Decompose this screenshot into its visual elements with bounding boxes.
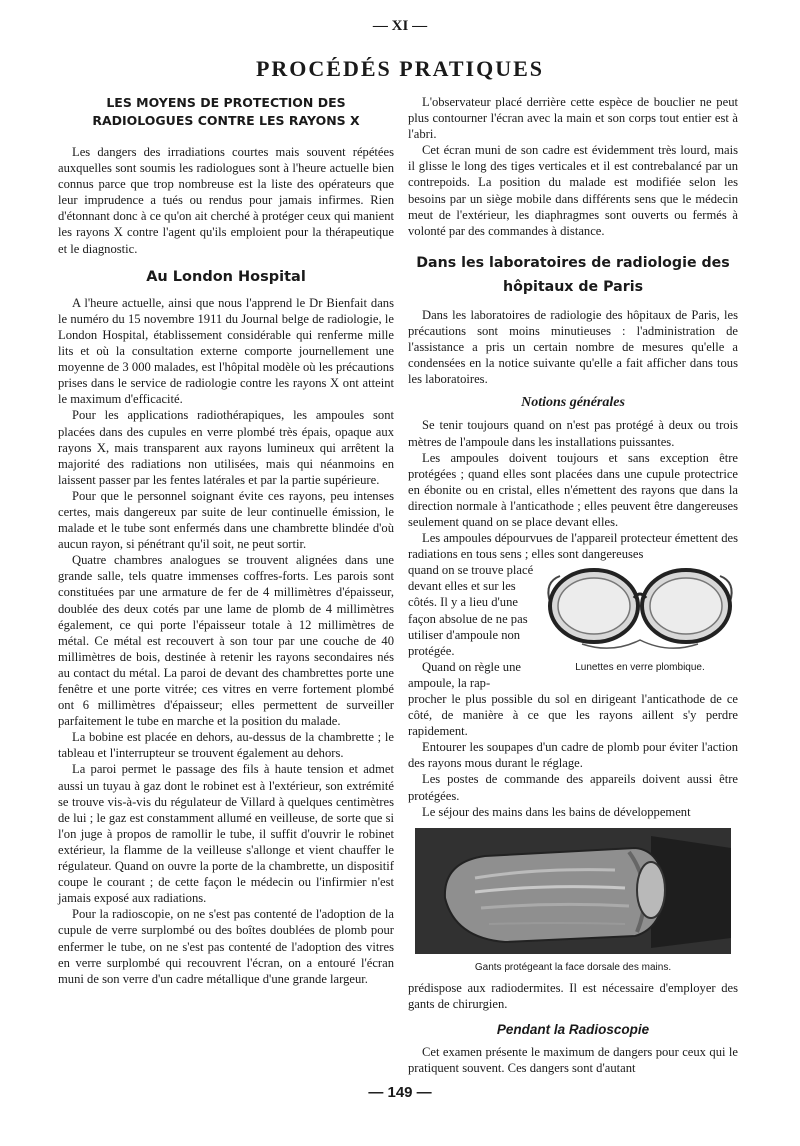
london-heading: Au London Hospital [146,268,306,285]
paragraph: Cet examen présente le maximum de dangers pour ceux qui le pratiquent souvent. Ces dangers sont d'autant [408,1045,738,1076]
glove-caption: Gants protégeant la face dorsale des mains. [474,961,672,973]
beside-glasses-text [408,562,536,691]
labs-heading: Dans les laboratoires de radiologie des hôpitaux de Paris [416,254,730,295]
right-column [408,94,738,1076]
left-column [58,94,394,987]
notion-item: procher le plus possible du sol en dirigeant l'anticathode de ce côté, de manière à ce que les rayons aillent s'y perdre rapidement. [408,692,738,739]
paragraph: L'observateur placé derrière cette espèce de bouclier ne peut plus contourner l'écran avec la main et son corps tout entier est à l'abri. [408,95,738,142]
glasses-figure-block [408,562,738,691]
article-heading: LES MOYENS DE PROTECTION DES RADIOLOGUES CONTRE LES RAYONS X [92,95,360,128]
glasses-caption: Lunettes en verre plombique. [575,662,705,674]
glove-figure [408,828,738,976]
radioscopie-heading: Pendant la Radioscopie [496,1022,650,1038]
notion-item: Les ampoules doivent toujours et sans exception être protégées ; quand elles sont placées dans une cupule protectrice en ébonite ou en cristal, elles n'émettent des rayons que dans la direction normale à l'anticathode ; elles peuvent être dangereuses seulement quand on se place devant elles. [408,450,738,529]
labs-intro: Dans les laboratoires de radiologie des hôpitaux de Paris, les précautions sont moins minutieuses : l'administration de l'assistance a pris un certain nombre de mesures qu'elle a condensées en la notice suivante qu'elle a fait afficher dans tous les laboratoires. [408,307,738,387]
paragraph: A l'heure actuelle, ainsi que nous l'apprend le Dr Bienfait dans le numéro du 15 novembre 1911 du Journal belge de radiologie, le London Hospital, établissement considérable qui renferme mille lits et où la consultation externe comporte journellement une moyenne de 3 000 malades, est l'hôpital modèle où les précautions prises dans le service de radiologie contre les rayons X ont atteint le maximum d'efficacité. [58,295,394,407]
page-number: — 149 — [368,1084,432,1101]
notion-item: Les postes de commande des appareils doivent aussi être protégées. [408,772,738,803]
paragraph: La paroi permet le passage des fils à haute tension et admet aussi un tuyau à gaz dont le robinet est à l'extérieur, son extrémité se trouve vis-à-vis du régulateur de Villard à quelques centimètres de lui ; le gaz est constamment allumé en veilleuse, de sorte que si l'on juge à propos de ramollir le tube, il suffit d'ouvrir le robinet extérieur, la flamme de la veilleuse s'allonge et vient chauffer le régulateur. Quand on ouvre la porte de la chambrette, un dispositif coupe le courant ; de cette façon le médecin ou l'infirmier n'est jamais exposé aux radiations. [58,762,394,906]
notion-item: Se tenir toujours quand on n'est pas protégé à deux ou trois mètres de l'ampoule dans les installations puissantes. [408,418,738,449]
protective-glove-illustration [415,828,731,954]
intro-paragraph: Les dangers des irradiations courtes mais souvent répétées auxquelles sont soumis les radiologues sont à l'heure actuelle bien connus parce que trop nombreuse est la liste des opérateurs que leur imprudence a tués ou rendus pour jamais infirmes. Rien d'étonnant donc à ce qu'on ait cherché à protéger ceux qui manient les rayons X contre l'agent qu'ils emploient pour la thérapeutique et le diagnostic. [58,145,394,256]
paragraph: La bobine est placée en dehors, au-dessus de la chambrette ; le tableau et l'interrupteur se trouvent également au dehors. [58,730,394,761]
paragraph: Pour que le personnel soignant évite ces rayons, peu intenses certes, mais dangereux par suite de leur continuelle émission, le malade et le tube sont enfermés dans une chambrette blindée d'où aucun rayon, si pénétrant qu'il soit, ne peut sortir. [58,488,394,552]
notion-item: Entourer les soupapes d'un cadre de plomb pour éviter l'action des rayons mous durant le réglage. [408,740,738,771]
notion-item: Les ampoules dépourvues de l'appareil protecteur émettent des radiations en tous sens ; elles sont dangereuses [408,531,738,562]
notions-heading: Notions générales [521,395,625,411]
beside-glasses-paragraph: quand on se trouve placé devant elles et sur les côtés. Il y a lieu d'une façon absolue de ne pas utiliser d'ampoule non protégée. [408,563,534,658]
quand-paragraph: Quand on règle une ampoule, la rap- [408,659,521,690]
paragraph: Cet écran muni de son cadre est évidemment très lourd, mais il glisse le long des tiges verticales et il est contrebalancé par un contrepoids. La position du malade est modifiée selon les besoins par un siège mobile dans différents sens que le médecin meut de l'extérieur, les diaphragmes sont ouverts ou fermés à volonté par des commandes à distance. [408,143,738,238]
paragraph: Quatre chambres analogues se trouvent alignées dans une grande salle, tels quatre immenses coffres-forts. Les parois sont constituées par une armature de fer de 4 millimètres d'épaisseur, doublée des deux cotés par une lame de plomb de 4 millimètres également, ce qui porte l'épaisseur totale à 12 millimètres de métal. Ce métal est recouvert à son tour par une couche de 40 millimètres de bois, destinée à retenir les rayons secondaires nés au contact du métal. La paroi de devant des chambrettes porte une fenêtre et une porte vitrée; ces vitres en verre fortement plombé ont 6 millimètres d'épaisseur; elles permettent de surveiller parfaitement le tube en marche et la position du malade. [58,553,394,729]
page-title: PROCÉDÉS PRATIQUES [255,56,545,81]
glasses-figure [542,562,738,676]
folio-top: — XI — [372,18,428,34]
paragraph: Pour les applications radiothérapiques, les ampoules sont placées dans des cupules en verre plombé très épais, opaque aux rayons X, mais transparent aux rayons lumineux qui arrêtent la majorité des radiations non utilisées, mais qui néanmoins en laissent passer par les fentes latérales et par la partie supérieure. [58,408,394,487]
notion-item: Le séjour des mains dans les bains de développement [422,804,691,819]
leaded-glasses-illustration [542,562,738,654]
paragraph: prédispose aux radiodermites. Il est nécessaire d'employer des gants de chirurgien. [408,980,738,1012]
paragraph: Pour la radioscopie, on ne s'est pas contenté de l'adoption de la cupule de verre surplombé ou des boîtes doublées de plomb pour enfermer le tube, on ne s'est pas contenté de l'adoption des vitres en verre surplombé qui recouvrent l'écran, on a entouré l'écran muni de son verre d'un cadre métallique d'une grande largeur. [58,907,394,986]
